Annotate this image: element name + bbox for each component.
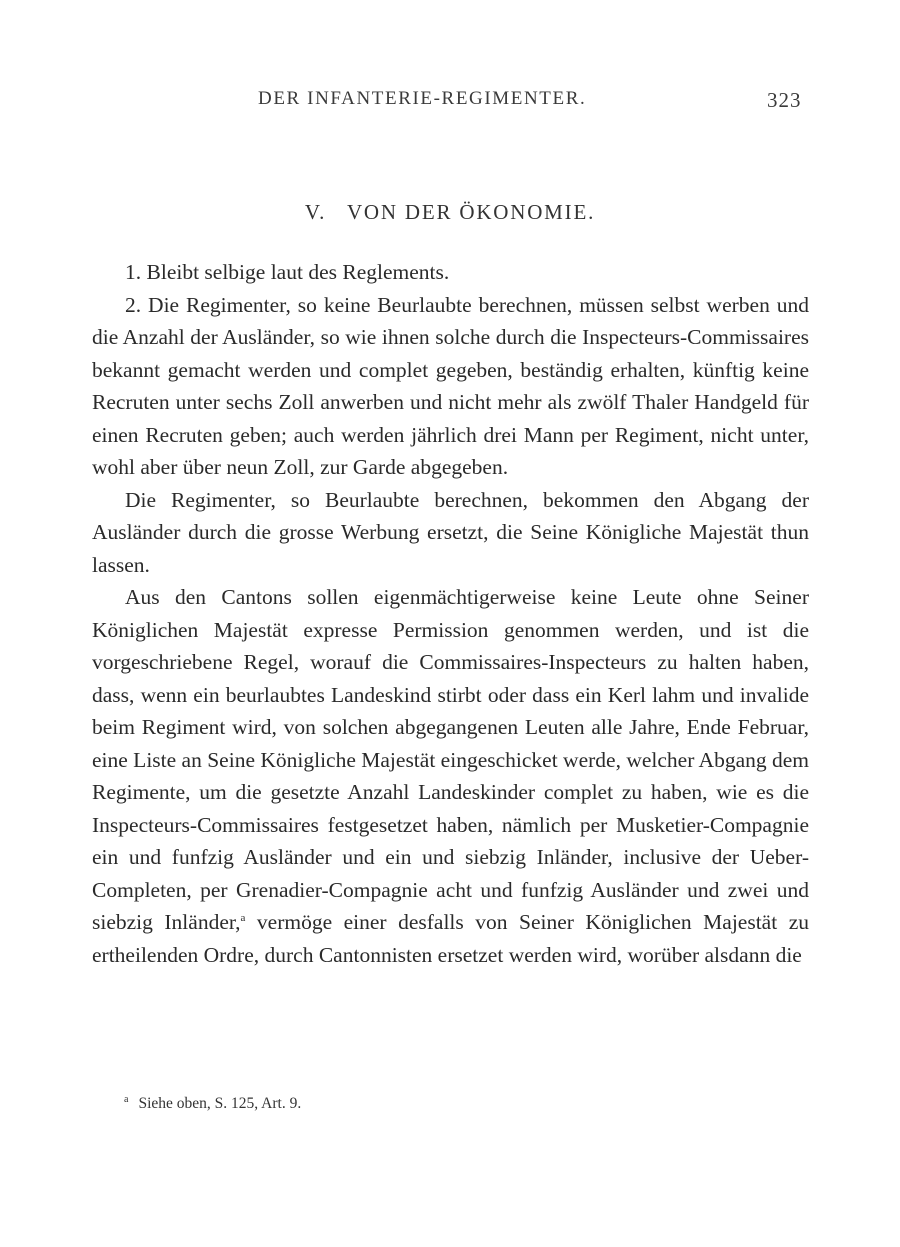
footnote-reference: a — [240, 911, 246, 924]
page-number: 323 — [767, 88, 802, 112]
running-header — [0, 88, 900, 118]
footnote — [124, 1094, 724, 1113]
footnote-text: Siehe oben, S. 125, Art. 9. — [138, 1095, 302, 1113]
chapter-heading: V. VON DER ÖKONOMIE. — [304, 200, 596, 224]
paragraph-4-text-before: Aus den Cantons sollen eigenmächtigerweise keine Leute ohne Seiner Königlichen Majestät expresse Permission genommen werden, und ist die vorgeschriebene Regel, worauf die Commissaires-Inspecteurs zu halten haben, dass, wenn ein beurlaubtes Landeskind stirbt oder dass ein Kerl lahm und invalide beim Regiment wird, von solchen abgegangenen Leuten alle Jahre, Ende Februar, eine Liste an Seine Königliche Majestät eingeschicket werde, welcher Abgang dem Regimente, um die gesetzte Anzahl Landeskinder complet zu haben, wie es die Inspecteurs-Commissaires festgesetzet haben, nämlich per Musketier-Compagnie ein und funfzig Ausländer und ein und siebzig Inländer, inclusive der Ueber-Completen, per Grenadier-Compagnie acht und funfzig Ausländer und zwei und siebzig Inländer, — [92, 585, 810, 934]
footnote-mark: a — [124, 1094, 129, 1105]
running-title: DER INFANTERIE-REGIMENTER. — [258, 88, 587, 109]
paragraph-2: 2. Die Regimenter, so keine Beurlaubte berechnen, müssen selbst werben und die Anzahl der Ausländer, so wie ihnen solche durch die Inspecteurs-Commissaires bekannt gemacht werden und complet gegeben, beständig erhalten, künftig keine Recruten unter sechs Zoll anwerben und nicht mehr als zwölf Thaler Handgeld für einen Recruten geben; auch werden jährlich drei Mann per Regiment, nicht unter, wohl aber über neun Zoll, zur Garde abgegeben. — [92, 292, 809, 479]
body-text — [92, 256, 809, 971]
paragraph-4-text-after: vermöge einer desfalls von Seiner Königlichen Majestät zu ertheilenden Ordre, durch Cantonnisten ersetzet werden wird, worüber alsdann die — [92, 910, 809, 967]
paragraph-4 — [92, 581, 809, 971]
paragraph-1: 1. Bleibt selbige laut des Reglements. — [125, 260, 450, 284]
paragraph-3: Die Regimenter, so Beurlaubte berechnen, bekommen den Abgang der Ausländer durch die grosse Werbung ersetzt, die Seine Königliche Majestät thun lassen. — [92, 487, 809, 577]
